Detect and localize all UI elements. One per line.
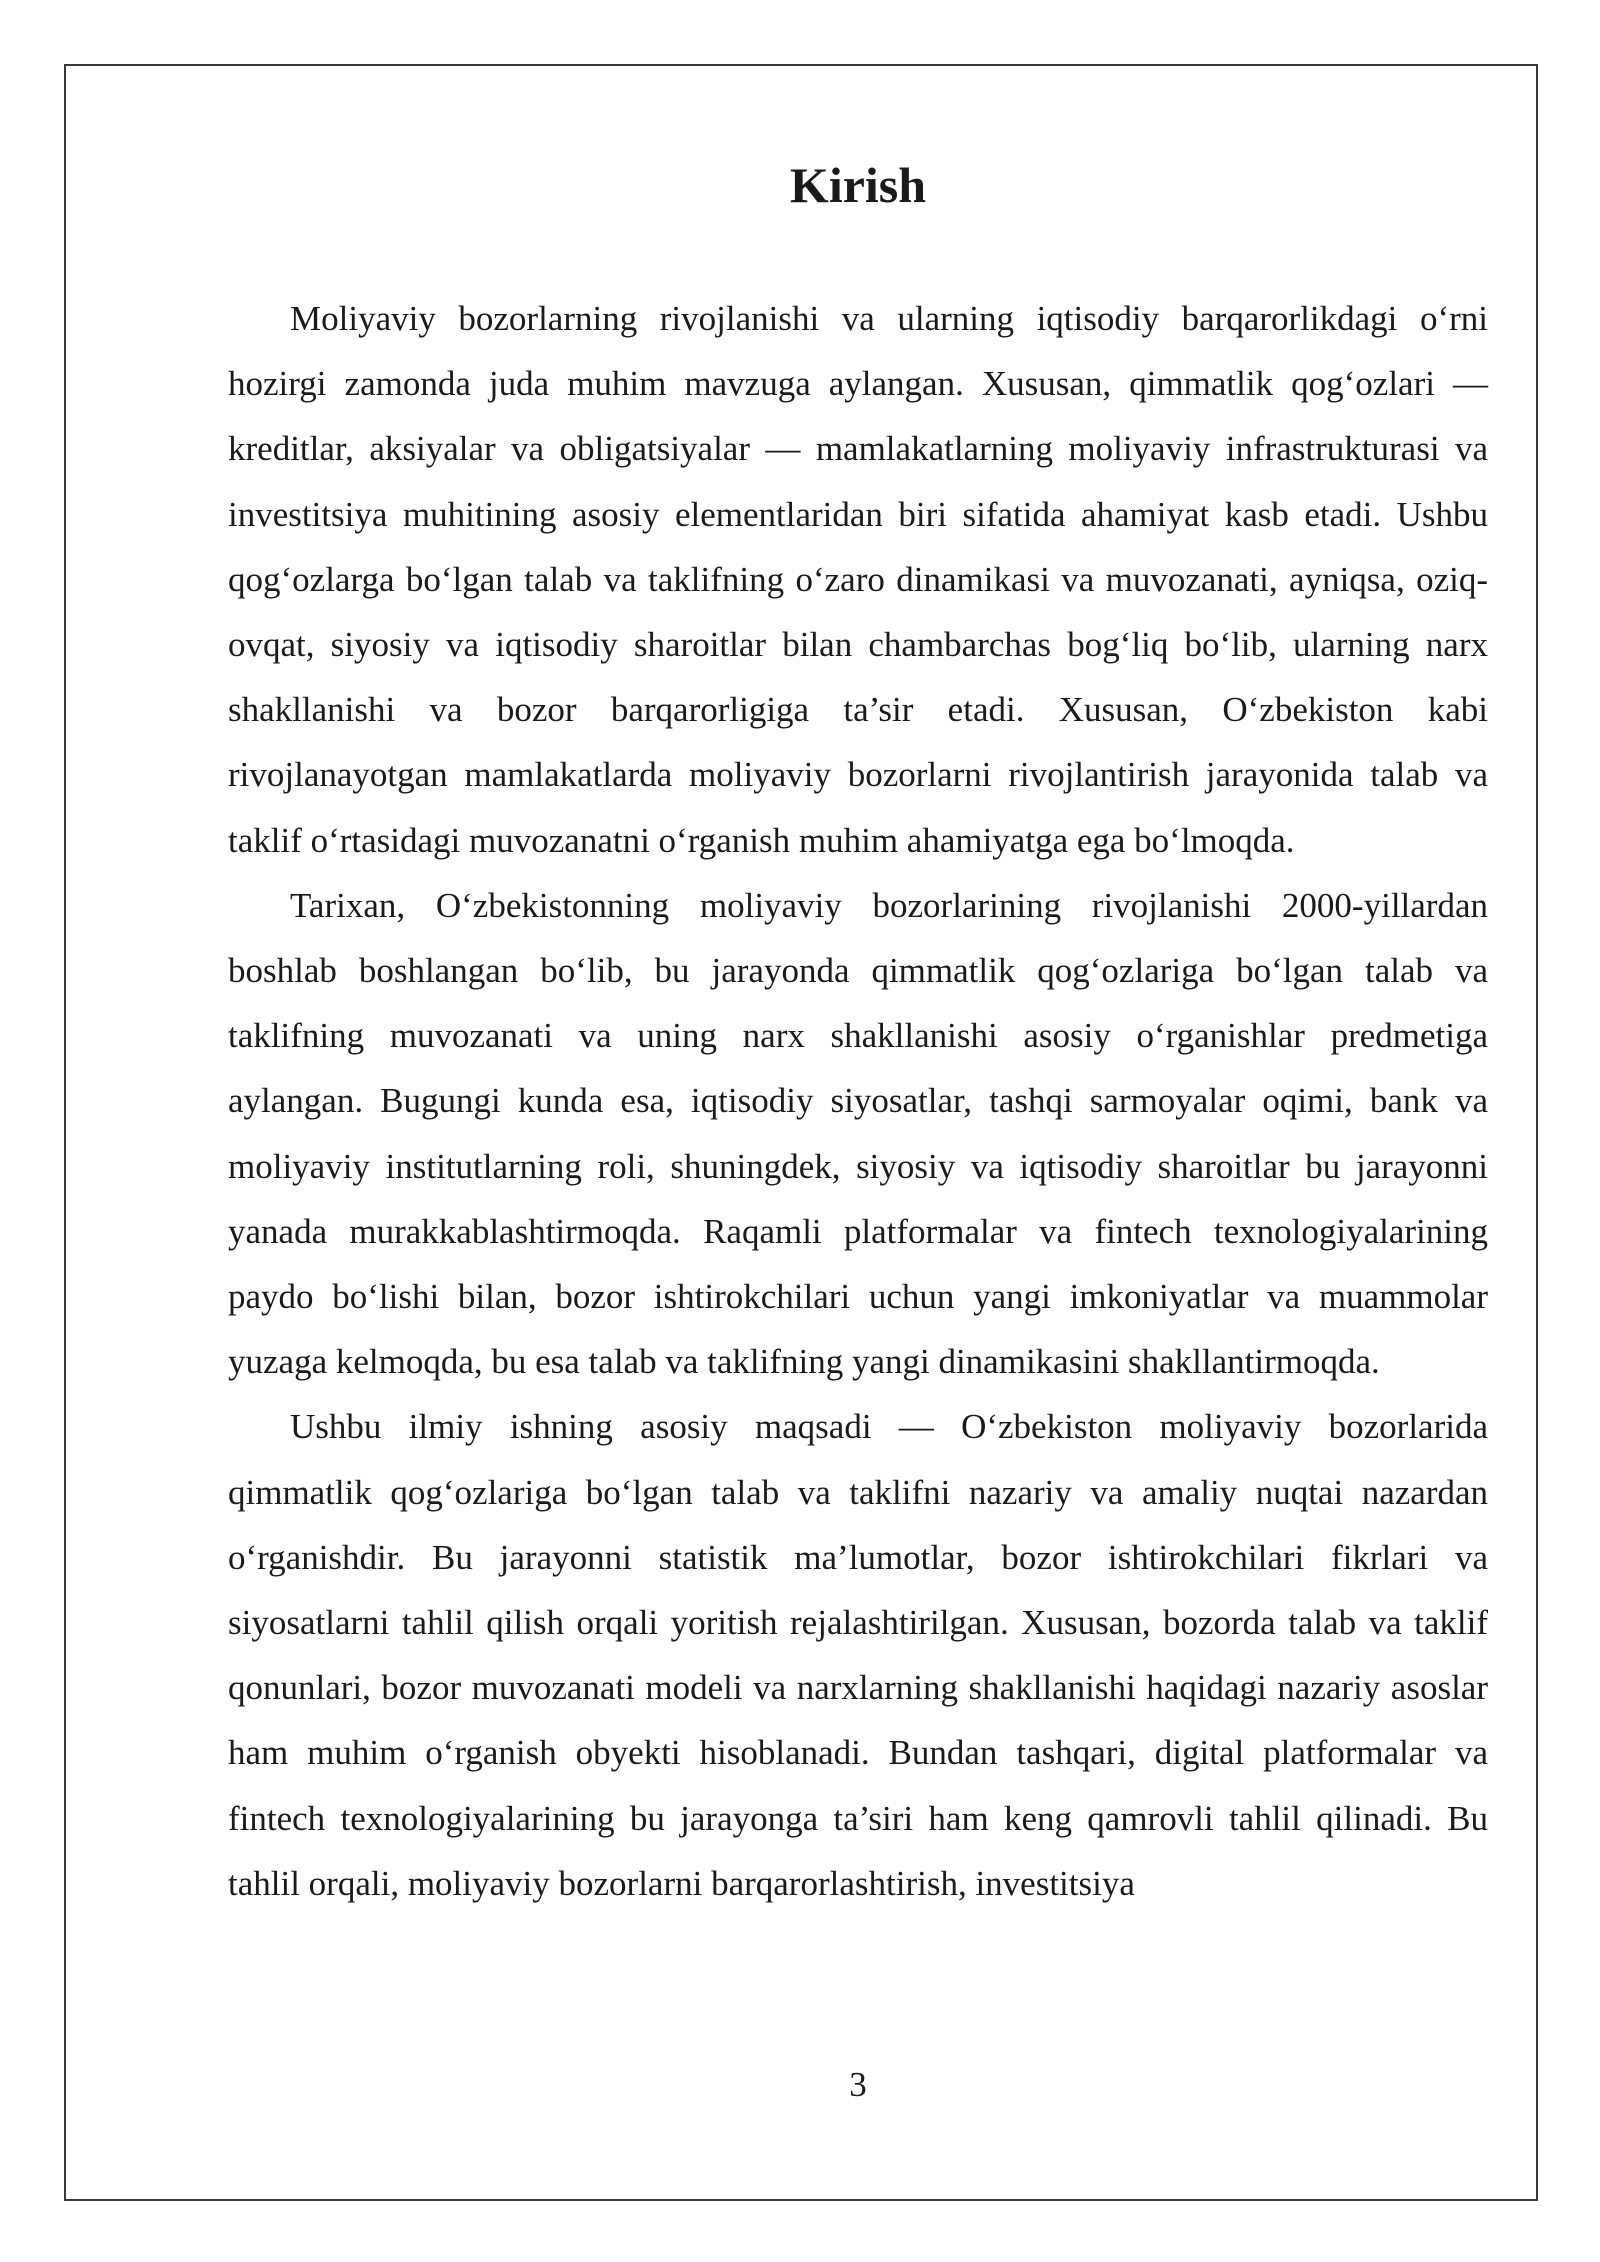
- paragraph: Tarixan, O‘zbekistonning moliyaviy bozorlarining rivojlanishi 2000-yillardan boshlab boshlangan bo‘lib, bu jarayonda qimmatlik qog‘ozlariga bo‘lgan talab va taklifning muvozanati va uning narx shakllanishi asosiy o‘rganishlar predmetiga aylangan. Bugungi kunda esa, iqtisodiy siyosatlar, tashqi sarmoyalar oqimi, bank va moliyaviy institutlarning roli, shuningdek, siyosiy va iqtisodiy sharoitlar bu jarayonni yanada murakkablashtirmoqda. Raqamli platformalar va fintech texnologiyalarining paydo bo‘lishi bilan, bozor ishtirokchilari uchun yangi imkoniyatlar va muammolar yuzaga kelmoqda, bu esa talab va taklifning yangi dinamikasini shakllantirmoqda.: [228, 885, 1488, 1382]
- paragraph: Moliyaviy bozorlarning rivojlanishi va ularning iqtisodiy barqarorlikdagi o‘rni hozirgi zamonda juda muhim mavzuga aylangan. Xususan, qimmatlik qog‘ozlari — kreditlar, aksiyalar va obligatsiyalar — mamlakatlarning moliyaviy infrastrukturasi va investitsiya muhitining asosiy elementlaridan biri sifatida ahamiyat kasb etadi. Ushbu qog‘ozlarga bo‘lgan talab va taklifning o‘zaro dinamikasi va muvozanati, ayniqsa, oziq-ovqat, siyosiy va iqtisodiy sharoitlar bilan chambarchas bog‘liq bo‘lib, ularning narx shakllanishi va bozor barqarorligiga ta’sir etadi. Xususan, O‘zbekiston kabi rivojlanayotgan mamlakatlarda moliyaviy bozorlarni rivojlantirish jarayonida talab va taklif o‘rtasidagi muvozanatni o‘rganish muhim ahamiyatga ega bo‘lmoqda.: [228, 299, 1488, 860]
- paragraph: Ushbu ilmiy ishning asosiy maqsadi — O‘zbekiston moliyaviy bozorlarida qimmatlik qog‘ozlariga bo‘lgan talab va taklifni nazariy va amaliy nuqtai nazardan o‘rganishdir. Bu jarayonni statistik ma’lumotlar, bozor ishtirokchilari fikrlari va siyosatlarni tahlil qilish orqali yoritish rejalashtirilgan. Xususan, bozorda talab va taklif qonunlari, bozor muvozanati modeli va narxlarning shakllanishi haqidagi nazariy asoslar ham muhim o‘rganish obyekti hisoblanadi. Bundan tashqari, digital platformalar va fintech texnologiyalarining bu jarayonga ta’siri ham keng qamrovli tahlil qilinadi. Bu tahlil orqali, moliyaviy bozorlarni barqarorlashtirish, investitsiya: [228, 1407, 1488, 1903]
- body-text: [228, 286, 1488, 1916]
- page-title: Kirish: [789, 157, 927, 213]
- page-number: 3: [849, 2065, 867, 2104]
